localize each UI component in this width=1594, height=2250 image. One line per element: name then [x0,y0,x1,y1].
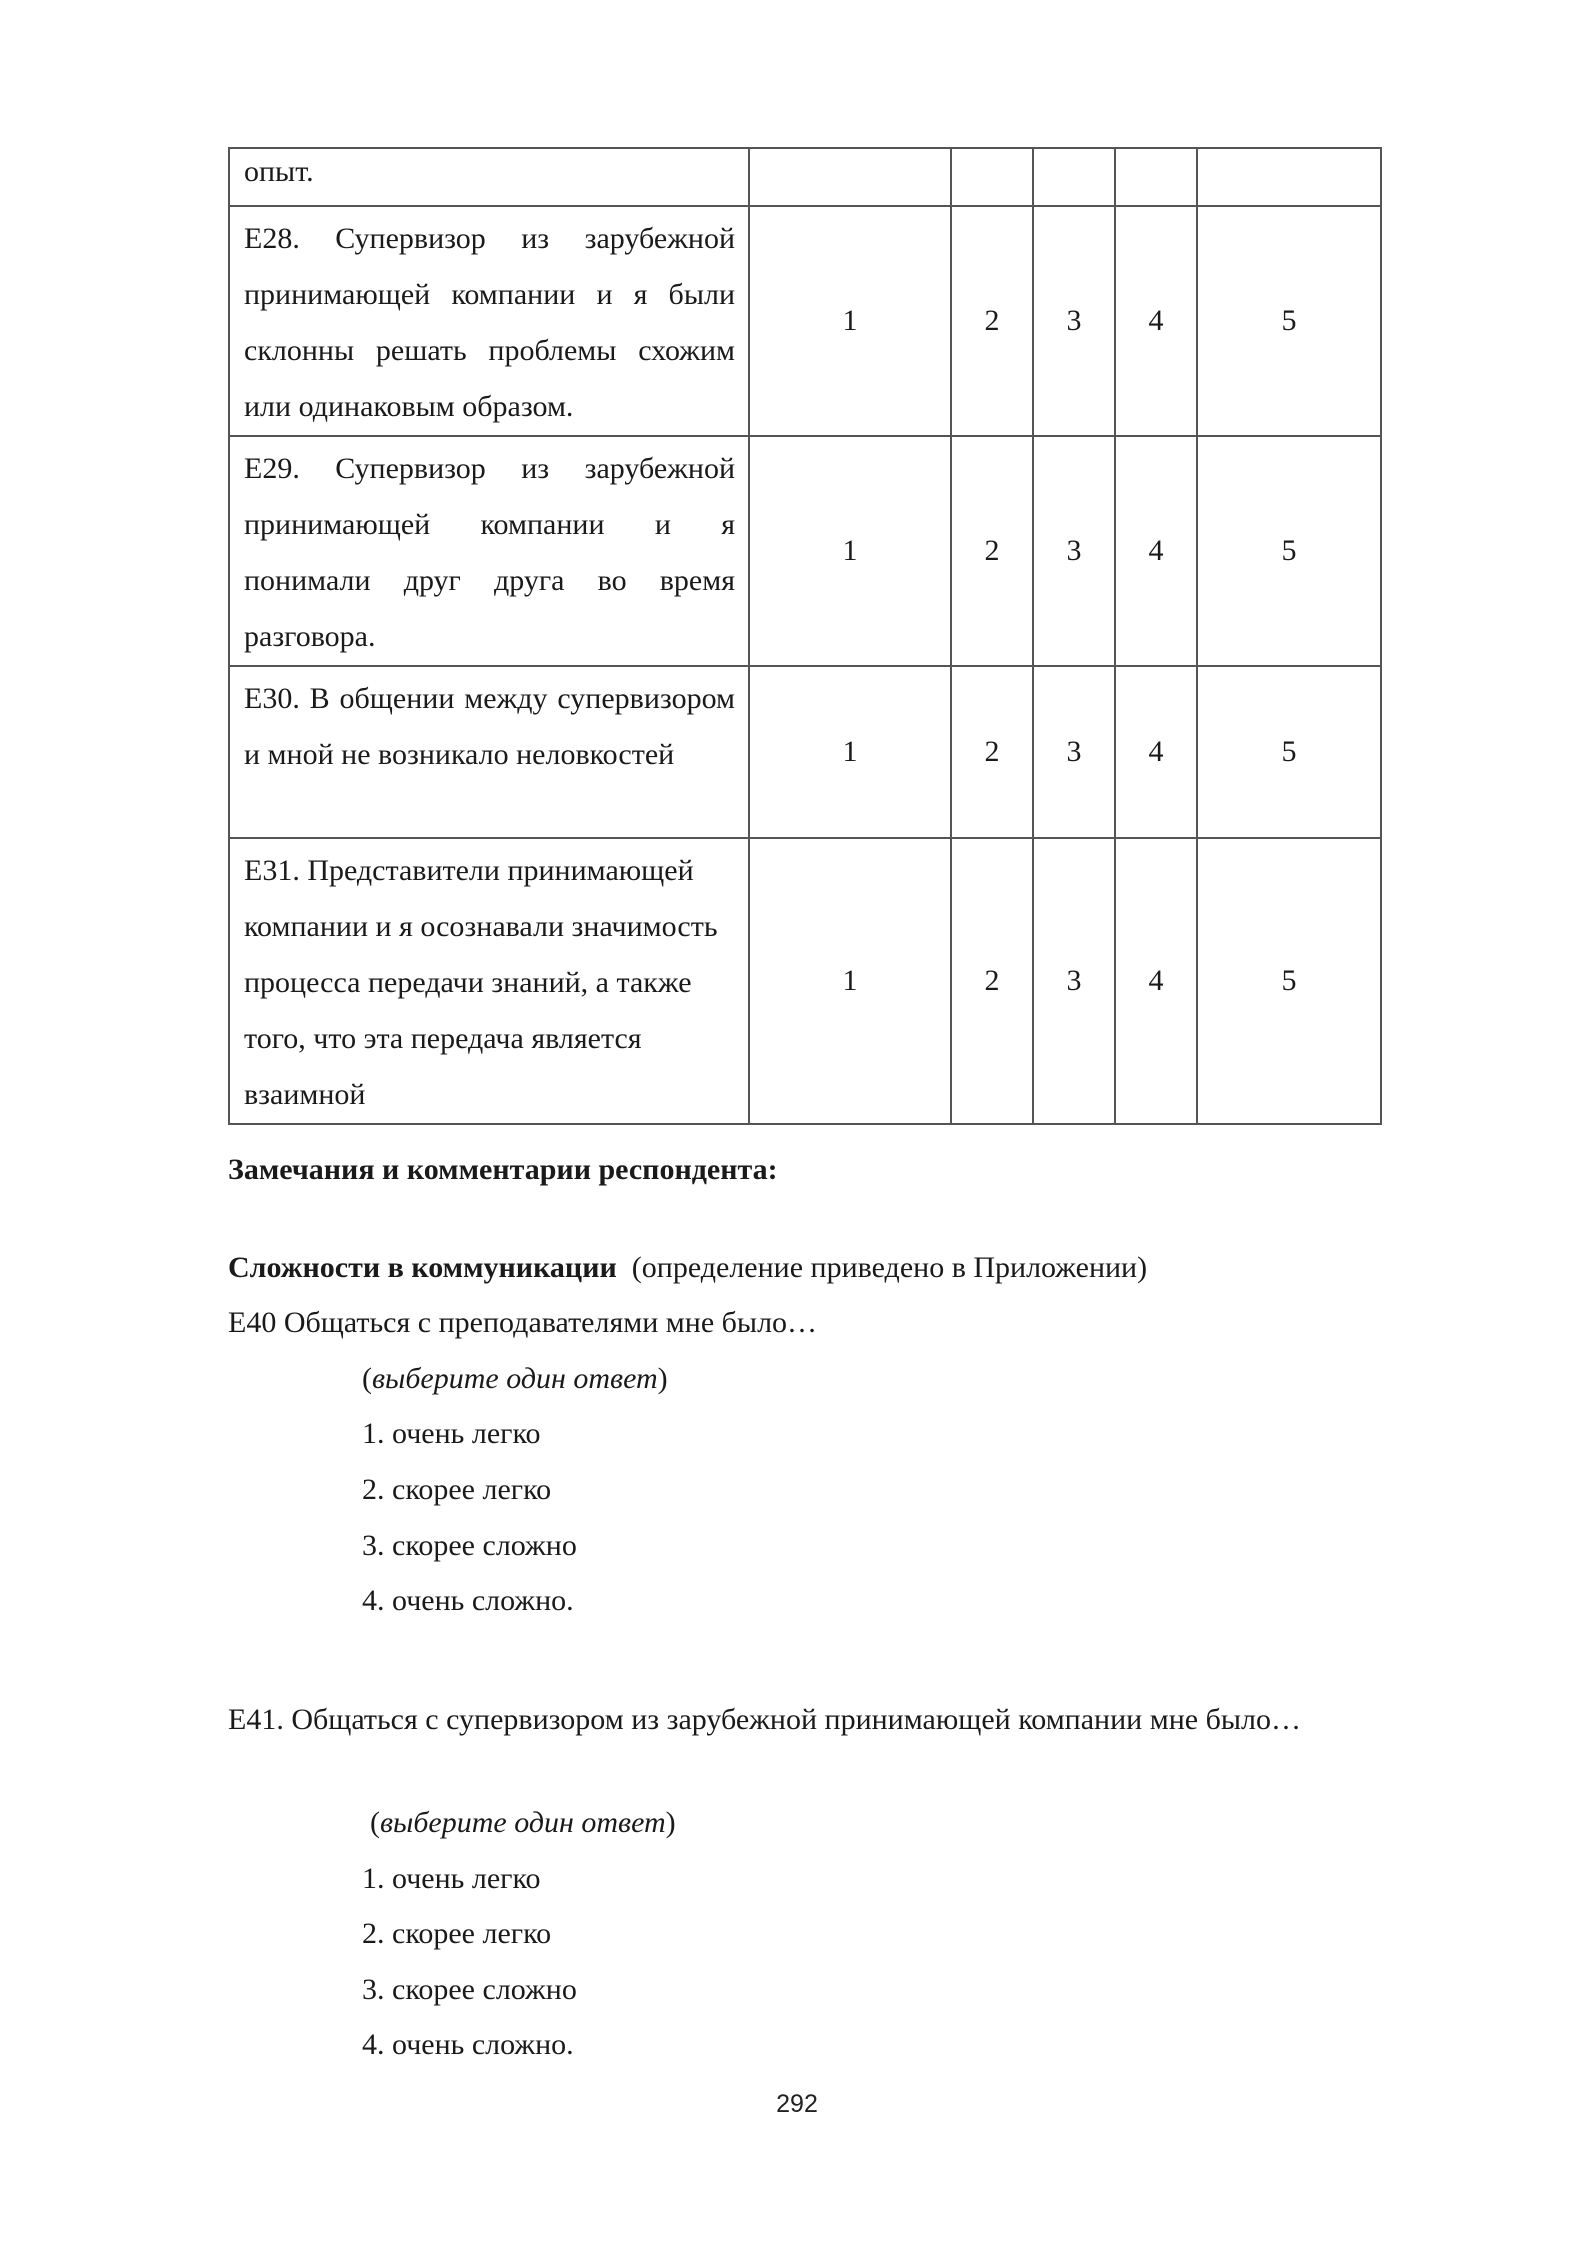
question-cell: опыт. [229,148,749,206]
score-cell: 5 [1197,206,1381,436]
score-cell [1115,148,1197,206]
score-cell: 2 [951,436,1033,666]
table-row [229,838,1381,1124]
score-cell [1197,148,1381,206]
score-cell: 1 [749,436,951,666]
score-cell: 4 [1115,206,1197,436]
e41-option: 2. скорее легко [362,1917,552,1950]
question-cell: Е30. В общении между супервизором и мной не возникало неловкостей [229,666,749,838]
likert-scale-table [228,147,1382,1125]
e41-option: 3. скорее сложно [362,1973,577,2006]
question-cell: Е28. Супервизор из зарубежной принимающей компании и я были склонны решать проблемы схожим или одинаковым образом. [229,206,749,436]
e41-option: 1. очень легко [362,1862,541,1895]
e40-instruction: (выберите один ответ) [362,1362,668,1395]
score-cell: 4 [1115,666,1197,838]
page-number: 292 [776,2090,818,2118]
question-e40: Е40 Общаться с преподавателями мне было… [228,1306,818,1339]
e40-instruction-text: выберите один ответ [372,1362,658,1395]
section-note: (определение приведено в Приложении) [631,1251,1148,1284]
table-row [229,148,1381,206]
table-row [229,436,1381,666]
e40-option: 4. очень сложно. [362,1584,574,1617]
score-cell: 3 [1033,436,1115,666]
e41-option: 4. очень сложно. [362,2028,574,2061]
e40-option: 2. скорее легко [362,1473,552,1506]
score-cell: 5 [1197,838,1381,1124]
score-cell [1033,148,1115,206]
score-cell: 2 [951,206,1033,436]
score-cell: 5 [1197,666,1381,838]
section-title: Сложности в коммуникации [228,1251,617,1284]
score-cell: 1 [749,206,951,436]
e40-option: 3. скорее сложно [362,1529,577,1562]
score-cell: 2 [951,666,1033,838]
score-cell: 2 [951,838,1033,1124]
e41-instruction: (выберите один ответ) [370,1806,676,1839]
question-cell: Е31. Представители принимающей компании и я осознавали значимость процесса передачи знаний, а также того, что эта передача является взаимной [229,838,749,1124]
question-cell: Е29. Супервизор из зарубежной принимающей компании и я понимали друг друга во время разговора. [229,436,749,666]
score-cell: 4 [1115,436,1197,666]
score-cell: 3 [1033,206,1115,436]
score-cell: 3 [1033,838,1115,1124]
e41-instruction-text: выберите один ответ [380,1806,666,1839]
table-row [229,206,1381,436]
comments-heading: Замечания и комментарии респондента: [228,1153,778,1186]
score-cell: 1 [749,666,951,838]
e40-option: 1. очень легко [362,1417,541,1450]
score-cell: 1 [749,838,951,1124]
score-cell [951,148,1033,206]
section-heading [228,1248,1147,1288]
score-cell: 4 [1115,838,1197,1124]
table-row [229,666,1381,838]
score-cell [749,148,951,206]
score-cell: 3 [1033,666,1115,838]
score-cell: 5 [1197,436,1381,666]
question-e41: Е41. Общаться с супервизором из зарубежной принимающей компании мне было… [228,1703,1301,1736]
